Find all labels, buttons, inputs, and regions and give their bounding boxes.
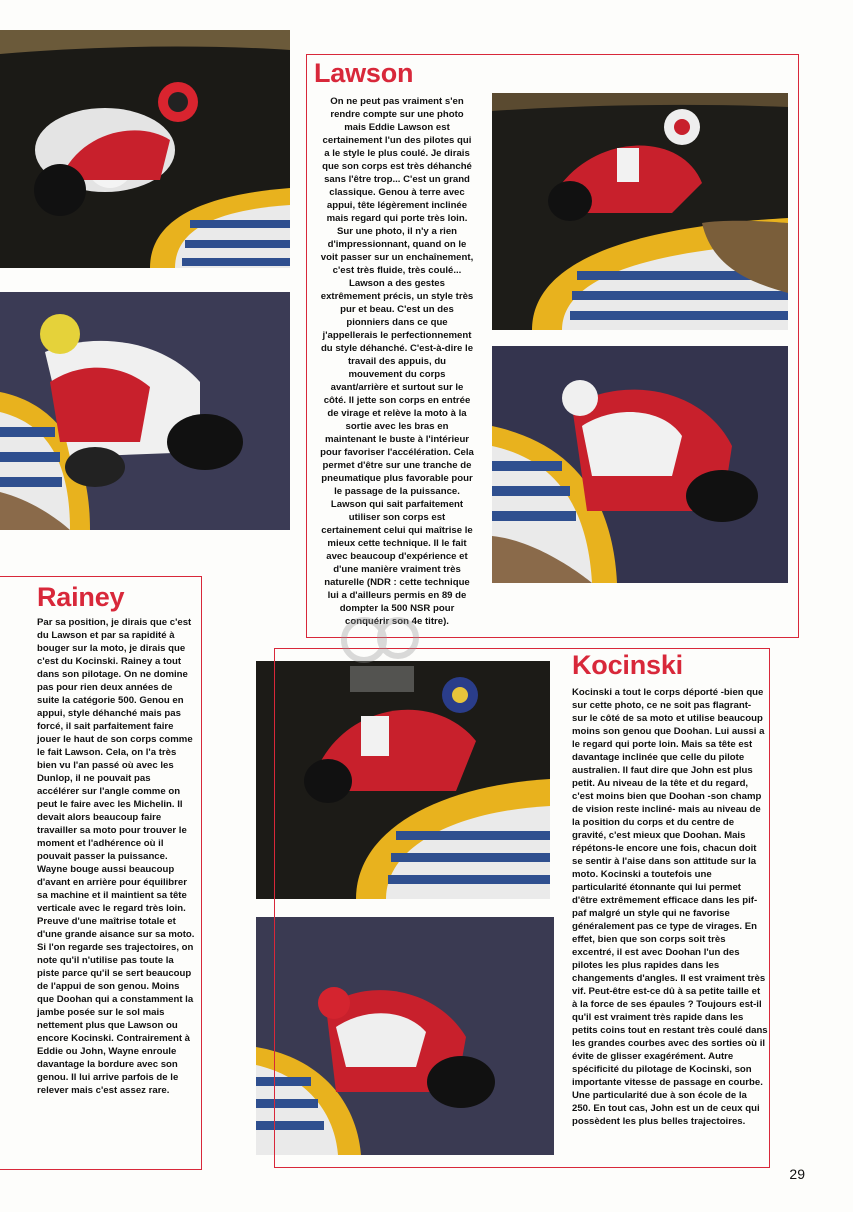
kocinski-heading: Kocinski [572,650,683,680]
kocinski-article: Kocinski a tout le corps déporté -bien que sur cette photo, ce ne soit pas flagrant- sur le côté de sa moto et utilise beaucoup moins son genou que Doohan. Lui aussi a le regard qui porte loin. Mais sa tête est davantage inclinée que celle du pilote australien. Il faut dire que John est plus petit. Au niveau de la tête et du regard, c'est moins bien que Doohan -son champ de vision reste incliné- mais au niveau de la position du corps et du centre de gravité, c'est mieux que Doohan. Mais répétons-le encore une fois, chacun doit se sentir à l'aise dans son attitude sur la moto. Kocinski a toutefois une particularité étonnante qui lui permet d'être extrêmement efficace dans les pif-paf malgré un style qui ne favorise généralement pas ce type de virages. En effet, bien que son corps soit très excentré, il est avec Doohan l'un des pilotes les plus rapides dans les changements d'angles. Il est vraiment très vif. Peut-être est-ce dû à sa petite taille et à la force de ses épaules ? Toujours est-il qu'il est vraiment très rapide dans les petits coins tout en restant très coulé dans les grandes courbes avec des sorties où il évite de glisser exagérément. Autre spécificité du pilotage de Kocinski, son importante vitesse de passage en courbe. Une particularité due à son école de la 250. En tout cas, John est un de ceux qui possèdent les plus belles trajectoires. [572,687,768,1127]
rainey-heading: Rainey [37,582,125,612]
lawson-heading: Lawson [314,58,414,88]
rainey-article: Par sa position, je dirais que c'est du Lawson et par sa rapidité à bouger sur la moto, je dirais que c'est du Kocinski. Rainey a tout dans son pilotage. On ne domine pas pour rien deux années de suite la catégorie 500. Genou en appui, style déhanché mais pas forcé, il sait parfaitement faire jouer le haut de son corps comme le fait Lawson. Cela, on l'a très bien vu l'an passé où avec les Dunlop, il ne pouvait pas accélérer sur l'angle comme on peut le faire avec les Michelin. Il devait alors beaucoup faire travailler sa moto pour trouver le moment et l'adhérence où il pouvait passer la puissance. Wayne bouge aussi beaucoup d'avant en arrière pour équilibrer sa machine et il maintient sa tête verticale avec le regard très loin. Preuve d'une maîtrise totale et d'une grande aisance sur sa moto. Si l'on regarde ses trajectoires, on note qu'il n'utilise pas toute la piste parce qu'il se sert beaucoup de l'appui de son genou. Moins que Doohan qui a constamment la jambe posée sur le sol mais nettement plus que Lawson ou encore Kocinski. Contrairement à Eddie ou John, Wayne enroule davantage la bordure avec son genou. Il lui arrive parfois de le relever mais c'est assez rare. [37,617,195,1096]
lawson-article: On ne peut pas vraiment s'en rendre compte sur une photo mais Eddie Lawson est certainement l'un des pilotes qui a le style le plus coulé. Je dirais que son corps est très déhanché sans l'être trop... C'est un grand classique. Genou à terre avec appui, tête légèrement inclinée mais regard qui porte très loin. Sur une photo, il n'y a rien d'impressionnant, quand on le voit passer sur un enchaînement, c'est très fluide, très coulé... Lawson a des gestes extrêmement précis, un style très pur et beau. C'est un des pionniers dans ce que j'appellerais le perfectionnement du style déhanché. C'est-à-dire le travail des appuis, du mouvement du corps avant/arrière et surtout sur le côté. Il jette son corps en entrée de virage et relève la moto à la sortie avec les bras en maintenant le buste à l'intérieur pour favoriser l'accélération. Cela permet d'être sur une tranche de pneumatique plus favorable pour le passage de la puissance. Lawson qui sait parfaitement utiliser son corps est certainement celui qui maîtrise le mieux cette technique. Il le fait avec beaucoup d'expérience et d'une manière vraiment très naturelle (NDR : cette technique lui a d'ailleurs permis en 89 de dompter la 500 NSR pour conquérir son 4e titre). [320,96,474,627]
photo-lawson-top-left [0,30,290,268]
page-number: 29 [789,1166,805,1182]
photo-rainey-left [0,292,290,530]
watermark-logo [336,610,428,698]
